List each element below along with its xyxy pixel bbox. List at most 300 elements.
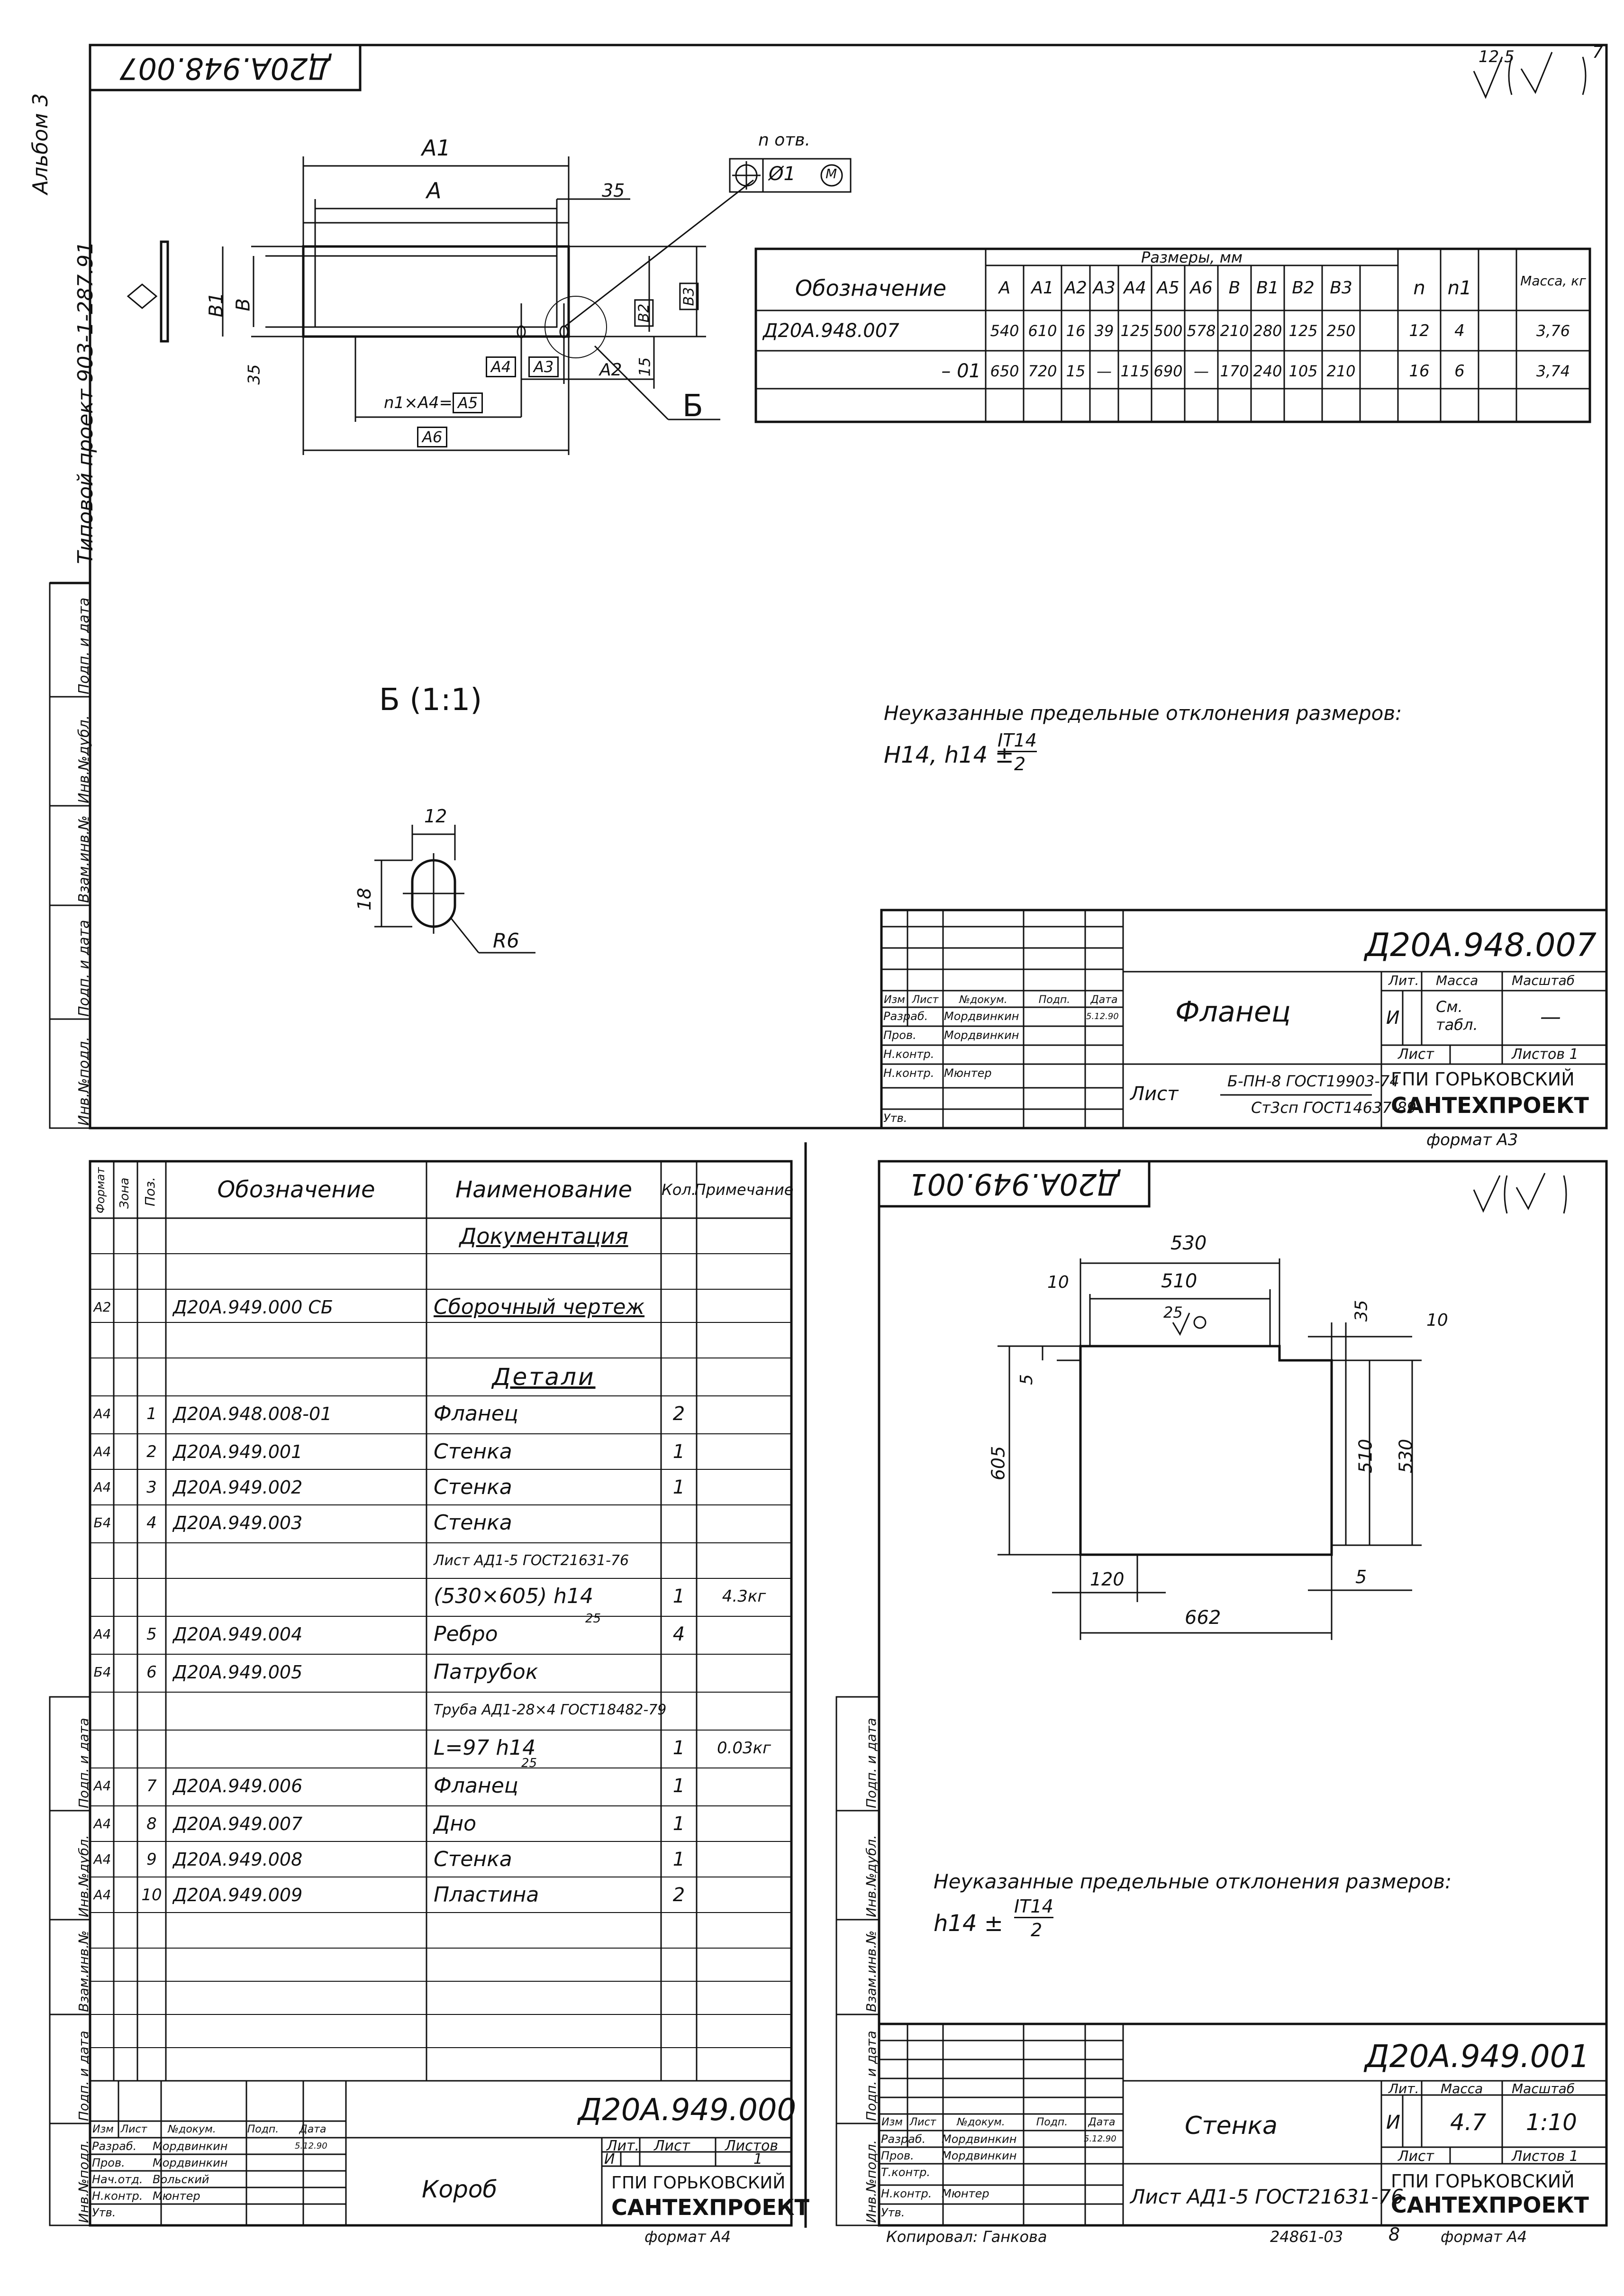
detail-title: Б (1:1) (379, 683, 482, 718)
spec-row-name: (530×605) h14 (434, 1584, 594, 1608)
dim-b2: B2 (634, 300, 653, 327)
spec-row-designation (173, 1692, 424, 1728)
table-header-col: B2 (1292, 278, 1315, 298)
sheet2-lit-header: Лит. (607, 2138, 640, 2154)
dim-35b: 35 (245, 364, 264, 385)
title-block-head: №докум. (168, 2123, 216, 2135)
table-header-n: n (1413, 277, 1425, 299)
dim-a3: A3 (528, 356, 559, 377)
wall-outline (1080, 1346, 1332, 1555)
title-block-date: 5.12.90 (1086, 1011, 1119, 1021)
spec-row-name: Лист АД1-5 ГОСТ21631-76 (434, 1552, 629, 1569)
detail-radius: R6 (493, 929, 519, 952)
table-row-value: 170 (1220, 362, 1249, 380)
table-row-n1: 4 (1454, 321, 1465, 340)
table-row-value: 500 (1153, 321, 1183, 340)
spec-row-pos: 6 (146, 1662, 157, 1682)
title-block-person: Мордвинкин (944, 1029, 1019, 1042)
table-header-sizes: Размеры, мм (1141, 248, 1243, 266)
sheet2-code: Д20А.949.000 (578, 2093, 797, 2128)
sheet3-note-line2: h14 ± (934, 1910, 1003, 1937)
spec-row-qty (661, 1654, 697, 1690)
spec-row-name: Фланец (434, 1774, 518, 1798)
sheet2-sheets: 1 (753, 2151, 763, 2168)
dim-a2: A2 (599, 360, 622, 380)
sheet1-lit-header: Лит. (1388, 973, 1419, 988)
sheet1-part-name: Фланец (1175, 995, 1291, 1029)
table-row-value: 15 (1066, 362, 1086, 380)
table-row-value: 210 (1326, 362, 1356, 380)
title-block-head: №докум. (957, 2116, 1005, 2128)
spec-row-name: Стенка (434, 1847, 512, 1871)
dim-530: 530 (1170, 1232, 1207, 1254)
table-header-col: A4 (1124, 278, 1146, 298)
sheet1-mass: См. табл. (1436, 998, 1478, 1034)
table-row-value: 105 (1288, 362, 1318, 380)
title-block-person (942, 2164, 1021, 2180)
spec-rough-1: 25 (585, 1612, 601, 1626)
title-block-role: Пров. (881, 2149, 914, 2162)
spec-row-designation: Д20А.948.008-01 (173, 1403, 332, 1424)
title-block-head: Лист (909, 2116, 936, 2128)
sheet1-scale-header: Масштаб (1512, 973, 1575, 988)
sheet3-mirrored-stamp: Д20А.949.001 (908, 1167, 1120, 1202)
spec-row-note (697, 1396, 791, 1431)
spec-row-format: Б4 (93, 1515, 111, 1531)
spec-row-name: Дно (434, 1812, 477, 1836)
dim-a1: A1 (422, 135, 451, 161)
spec-header-pos: Поз. (142, 1177, 158, 1206)
spec-header-note: Примечание (694, 1181, 794, 1199)
holes-label: n отв. (758, 130, 810, 150)
sheet3-scale-header: Масштаб (1512, 2081, 1575, 2096)
spec-row-format: А4 (93, 1816, 111, 1831)
margin-label: Инв.№подл. (76, 1037, 92, 1126)
spec-row-pos (137, 1578, 166, 1614)
spec-row-note (697, 1692, 791, 1728)
spec-header-zone: Зона (118, 1177, 132, 1209)
table-row-mass: 3,74 (1536, 362, 1570, 380)
spec-row-format: А2 (93, 1299, 111, 1315)
table-header-col: A (998, 278, 1011, 298)
margin-label: Подп. и дата (76, 597, 92, 694)
title-block-head: Дата (1088, 2116, 1116, 2128)
sheet3-sheets: Листов 1 (1512, 2148, 1579, 2165)
dim-15: 15 (635, 357, 654, 377)
roughness-value: 12.5 (1479, 47, 1515, 66)
dim-a: A (426, 178, 442, 203)
spec-header-designation: Обозначение (217, 1176, 375, 1203)
project-label: Типовой проект 903-1-287.91 (73, 241, 98, 564)
spec-section-docs: Документация (459, 1223, 628, 1249)
table-header-designation: Обозначение (795, 275, 947, 301)
spec-row-designation: Д20А.949.003 (173, 1512, 303, 1533)
sheet1-note-frac-num: IT14 (998, 730, 1037, 752)
title-block-head: №докум. (959, 993, 1007, 1006)
dim-662: 662 (1185, 1607, 1221, 1629)
spec-row-note: 4.3кг (722, 1586, 766, 1606)
spec-row-designation (173, 1730, 424, 1766)
title-block-head: Подп. (1036, 2116, 1068, 2128)
spec-row-name: Ребро (434, 1622, 498, 1646)
spec-row-qty: 1 (672, 1476, 685, 1498)
title-block-person (153, 2204, 232, 2221)
sheet-number: 7 (1592, 43, 1603, 62)
sheet2-org1: ГПИ ГОРЬКОВСКИЙ (611, 2173, 786, 2193)
spec-row-designation: Д20А.949.001 (173, 1441, 303, 1462)
spec-row-designation (173, 1578, 424, 1614)
margin-label: Инв.№дубл. (76, 715, 92, 803)
table-row-value: 720 (1028, 362, 1057, 380)
sheet1-note-line1: Неуказанные предельные отклонения размеров: (884, 702, 1402, 725)
spec-row-qty: 1 (672, 1737, 685, 1759)
spec-row-qty: 1 (672, 1813, 685, 1835)
table-row-value: 280 (1253, 321, 1282, 340)
margin-label: Взам.инв.№ (76, 1930, 91, 2012)
spec-row-format: А4 (93, 1626, 111, 1642)
spec-row-note (697, 1768, 791, 1804)
spec-row-pos (137, 1289, 166, 1325)
spec-row-note (697, 1877, 791, 1913)
dim-35-s3: 35 (1352, 1300, 1371, 1322)
dim-a5: A5 (453, 392, 483, 413)
spec-row-pos: 1 (146, 1404, 157, 1423)
title-block-head: Лист (120, 2123, 147, 2135)
spec-header-name: Наименование (455, 1176, 632, 1203)
sheet3-note-frac-num: IT14 (1014, 1896, 1053, 1918)
title-block-person (944, 1045, 1024, 1063)
title-block-person: Вольский (153, 2172, 209, 2186)
spec-row-format: А4 (93, 1406, 111, 1421)
sheet1-lit: И (1386, 1007, 1400, 1028)
sheet3-org1: ГПИ ГОРЬКОВСКИЙ (1391, 2171, 1575, 2192)
spec-row-note (697, 1806, 791, 1841)
table-row-value: 578 (1187, 321, 1216, 340)
title-block-role: Н.контр. (883, 1066, 934, 1080)
spec-row-pos: 3 (146, 1477, 157, 1497)
sheet1-org2: САНТЕХПРОЕКТ (1391, 1093, 1589, 1118)
table-row-value: 16 (1066, 321, 1086, 340)
sheet3-part-name: Стенка (1185, 2112, 1278, 2140)
spec-row-designation: Д20А.949.002 (173, 1476, 303, 1498)
spec-row-qty (661, 1505, 697, 1540)
spec-row-pos: 4 (146, 1513, 157, 1532)
flange-outline (303, 246, 569, 337)
sheet3-mass: 4.7 (1450, 2109, 1487, 2136)
spec-row-designation: Д20А.949.007 (173, 1813, 303, 1834)
sheet3-mass-header: Масса (1441, 2081, 1483, 2096)
sheet3-note-frac-den: 2 (1031, 1920, 1043, 1941)
sheet1-material-label: Лист (1130, 1083, 1179, 1105)
margin-label: Подп. и дата (863, 2031, 879, 2121)
sheet2-sheet-header: Лист (654, 2138, 690, 2154)
spec-row-designation: Д20А.949.008 (173, 1849, 303, 1870)
sheet1-mass-header: Масса (1436, 973, 1479, 988)
table-row-value: — (1194, 362, 1209, 380)
title-block-person: Мюнтер (942, 2187, 989, 2200)
title-block-role: Утв. (881, 2205, 905, 2219)
spec-rough-2: 25 (521, 1756, 537, 1770)
sheet3-code: Д20А.949.001 (1365, 2038, 1590, 2075)
spec-row-pos: 5 (146, 1624, 157, 1644)
sheet1-format: формат А3 (1426, 1130, 1518, 1149)
spec-row-designation: Д20А.949.005 (173, 1661, 303, 1683)
spec-row-qty: 4 (672, 1623, 685, 1645)
dim-120: 120 (1090, 1569, 1125, 1590)
table-header-col: B (1228, 278, 1241, 298)
spec-row-pos (137, 1543, 166, 1578)
title-block-head: Лист (912, 993, 939, 1006)
margin-label: Подп. и дата (863, 1718, 879, 1808)
table-header-col: A3 (1093, 278, 1116, 298)
spec-row-name: Стенка (434, 1440, 512, 1464)
spec-row-qty: 1 (672, 1585, 685, 1607)
sheet1-mirrored-stamp: Д20А.948.007 (119, 51, 331, 86)
title-block-person: Мордвинкин (942, 2132, 1017, 2146)
spec-row-format: Б4 (93, 1664, 111, 1680)
spec-row-name: Труба АД1-28×4 ГОСТ18482-79 (434, 1702, 667, 1718)
title-block-date: 5.12.90 (295, 2141, 327, 2151)
title-block-role: Т.контр. (881, 2165, 931, 2179)
spec-row-name: Стенка (434, 1511, 512, 1535)
dim-5b: 5 (1355, 1567, 1367, 1587)
dim-10b: 10 (1426, 1311, 1448, 1330)
detail-height: 18 (354, 887, 375, 911)
sheet3-page: 8 (1388, 2224, 1400, 2245)
sheet3-note-line1: Неуказанные предельные отклонения размеров: (934, 1870, 1452, 1893)
spec-row-designation: Д20А.949.006 (173, 1775, 303, 1796)
spec-row-qty: 2 (672, 1403, 685, 1425)
sheet3-archive: 24861-03 (1270, 2228, 1343, 2246)
spec-row-note (697, 1469, 791, 1505)
sheet3-material: Лист АД1-5 ГОСТ21631-76 (1130, 2185, 1404, 2208)
sheet3-scale: 1:10 (1526, 2109, 1577, 2136)
album-label: Альбом 3 (28, 93, 53, 194)
title-block-role: Утв. (883, 1112, 907, 1125)
table-header-col: A2 (1064, 278, 1087, 298)
sheet1-scale: — (1540, 1005, 1561, 1029)
spec-row-pos: 7 (146, 1776, 157, 1795)
dim-a4: A4 (486, 356, 516, 377)
sheet2-sheets-header: Листов (725, 2138, 779, 2154)
table-row-mass: 3,76 (1536, 321, 1570, 340)
title-block-person: Мордвинкин (944, 1010, 1019, 1023)
spec-row-pos (137, 1692, 166, 1728)
table-header-col: B1 (1256, 278, 1279, 298)
table-row-value: 39 (1094, 321, 1114, 340)
title-block-role: Утв. (92, 2205, 116, 2219)
margin-label: Подп. и дата (76, 920, 92, 1017)
sheet1-note-line2: Н14, h14 ± (884, 742, 1014, 768)
detail-callout: Б (682, 389, 703, 424)
title-block-role: Разраб. (883, 1010, 928, 1023)
spec-row-format: А4 (93, 1887, 111, 1903)
spec-row-name: Фланец (434, 1402, 518, 1426)
sheet1-frame (90, 45, 1606, 1128)
table-row-designation: Д20А.948.007 (763, 319, 899, 342)
title-block-role: Н.контр. (881, 2187, 932, 2200)
spec-row-name: Пластина (434, 1883, 539, 1907)
dim-530-v: 530 (1395, 1439, 1416, 1474)
table-row-value: 250 (1326, 321, 1356, 340)
spec-row-format: А4 (93, 1444, 111, 1459)
spec-row-qty: 2 (672, 1884, 685, 1906)
table-row-value: 650 (990, 362, 1019, 380)
title-block-person (944, 1109, 1024, 1127)
spec-row-qty: 1 (672, 1775, 685, 1797)
margin-label: Подп. и дата (76, 1718, 91, 1808)
table-header-col: A5 (1157, 278, 1179, 298)
sheet3-copied: Копировал: Ганкова (886, 2228, 1047, 2246)
sheet3-org2: САНТЕХПРОЕКТ (1391, 2192, 1589, 2218)
spec-row-pos: 8 (146, 1814, 157, 1833)
table-header-col: B3 (1330, 278, 1352, 298)
sheet3-lit: И (1386, 2112, 1400, 2133)
spec-row-designation: Д20А.949.009 (173, 1884, 303, 1905)
dim-5a: 5 (1016, 1374, 1036, 1385)
title-block-role: Разраб. (92, 2139, 137, 2153)
table-row-value: 115 (1120, 362, 1150, 380)
spec-row-note (697, 1654, 791, 1690)
sheet1-sheet: Лист (1398, 1046, 1434, 1063)
table-row-n: 16 (1409, 361, 1430, 381)
spec-row-note: 0.03кг (717, 1738, 771, 1758)
spec-row-designation (173, 1543, 424, 1578)
table-row-value: 210 (1220, 321, 1249, 340)
spec-row-format (91, 1692, 114, 1728)
spec-row-qty: 1 (672, 1440, 685, 1463)
title-block-head: Подп. (247, 2123, 279, 2135)
spec-section-parts: Детали (492, 1363, 596, 1391)
sheet1-note-frac-den: 2 (1014, 754, 1026, 774)
spec-row-note (697, 1289, 791, 1325)
spec-row-format (91, 1730, 114, 1766)
margin-label: Инв.№дубл. (76, 1835, 91, 1917)
title-block-head: Изм (884, 993, 905, 1006)
dim-10a: 10 (1047, 1273, 1069, 1292)
title-block-role: Н.контр. (92, 2189, 143, 2203)
table-row-value: 690 (1153, 362, 1183, 380)
tolerance-value: Ø1 (769, 163, 796, 185)
title-block-person: Мордвинкин (942, 2149, 1017, 2162)
title-block-head: Дата (299, 2123, 327, 2135)
tolerance-modifier: M (826, 166, 837, 182)
spec-row-note (697, 1841, 791, 1877)
table-row-value: 125 (1120, 321, 1150, 340)
table-header-n1: n1 (1447, 277, 1472, 299)
spec-row-format: А4 (93, 1851, 111, 1867)
dim-b1: B1 (205, 292, 227, 318)
sheet1-material-num: Б-ПН-8 ГОСТ19903-74 (1227, 1072, 1399, 1090)
title-block-person (942, 2204, 1021, 2221)
dim-510-v: 510 (1355, 1439, 1376, 1474)
title-block-role: Пров. (883, 1029, 916, 1042)
spec-row-format (91, 1543, 114, 1578)
spec-row-designation: Д20А.949.004 (173, 1623, 303, 1645)
dim-605: 605 (988, 1446, 1009, 1481)
spec-row-name: L=97 h14 (434, 1736, 536, 1760)
spec-row-qty: 1 (672, 1848, 685, 1870)
margin-label: Подп. и дата (76, 2031, 91, 2121)
table-row-n1: 6 (1454, 361, 1465, 381)
sheet1-org1: ГПИ ГОРЬКОВСКИЙ (1391, 1069, 1575, 1090)
spec-header-format: Формат (94, 1167, 107, 1213)
dim-510: 510 (1161, 1270, 1198, 1292)
sheet3-sheet: Лист (1398, 2148, 1434, 2165)
spec-row-format: А4 (93, 1778, 111, 1794)
spec-row-format (91, 1578, 114, 1614)
title-block-role: Нач.отд. (92, 2172, 143, 2186)
dim-25: 25 (1163, 1303, 1183, 1321)
sheet2-lit: И (604, 2151, 615, 2168)
spec-row-note (697, 1505, 791, 1540)
margin-label: Инв.№подл. (76, 2140, 91, 2223)
title-block-head: Изм (881, 2116, 903, 2128)
spec-row-note (697, 1543, 791, 1578)
spec-row-pos (137, 1730, 166, 1766)
dim-b3: B3 (679, 283, 699, 310)
detail-width: 12 (424, 806, 447, 827)
table-header-col: A6 (1190, 278, 1213, 298)
table-row-value: — (1097, 362, 1112, 380)
table-row-designation: – 01 (941, 360, 981, 382)
dim-35: 35 (602, 180, 625, 201)
sheet2-format: формат А4 (644, 2228, 731, 2246)
spec-header-qty: Кол. (662, 1181, 696, 1199)
table-row-value: 540 (990, 321, 1019, 340)
sheet2-assembly-name: Короб (422, 2176, 498, 2203)
table-header-col: A1 (1031, 278, 1054, 298)
sheet1-material-den: Ст3сп ГОСТ14637-89 (1251, 1099, 1416, 1117)
dim-a6: A6 (417, 427, 447, 447)
spec-row-designation: Д20А.949.000 СБ (173, 1296, 333, 1318)
title-block-head: Изм (92, 2123, 114, 2135)
spec-row-qty (661, 1289, 697, 1325)
spec-row-note (697, 1616, 791, 1652)
title-block-person: Мордвинкин (153, 2156, 228, 2169)
table-row-value: 125 (1288, 321, 1318, 340)
title-block-person: Мюнтер (944, 1066, 992, 1080)
spec-row-name: Стенка (434, 1475, 512, 1499)
dim-b: B (232, 298, 254, 311)
table-row-value: 610 (1028, 321, 1057, 340)
margin-label: Инв.№подл. (863, 2140, 879, 2223)
table-row-value: 240 (1253, 362, 1282, 380)
margin-label: Взам.инв.№ (76, 815, 92, 903)
spec-row-qty (661, 1692, 697, 1728)
spec-row-name: Сборочный чертеж (434, 1295, 645, 1319)
margin-label: Взам.инв.№ (863, 1930, 879, 2012)
table-header-mass: Масса, кг (1520, 273, 1586, 289)
spec-row-name: Патрубок (434, 1660, 538, 1684)
spec-row-pos: 10 (141, 1885, 162, 1904)
sheet1-code: Д20А.948.007 (1365, 927, 1597, 964)
spec-row-format: А4 (93, 1479, 111, 1495)
spec-row-pos: 9 (146, 1850, 157, 1869)
sheet1-sheets: Листов 1 (1512, 1046, 1579, 1063)
title-block-role: Н.контр. (883, 1048, 934, 1061)
dim-n1a4: n1×A4= (384, 393, 453, 412)
title-block-head: Дата (1090, 993, 1118, 1006)
spec-row-pos: 2 (146, 1442, 157, 1461)
title-block-date: 5.12.90 (1084, 2134, 1116, 2144)
margin-label: Инв.№дубл. (863, 1835, 879, 1917)
spec-row-qty (661, 1543, 697, 1578)
title-block-person: Мордвинкин (153, 2139, 228, 2153)
sheet3-format: формат А4 (1441, 2228, 1527, 2246)
table-row-n: 12 (1409, 321, 1430, 340)
spec-row-note (697, 1434, 791, 1469)
